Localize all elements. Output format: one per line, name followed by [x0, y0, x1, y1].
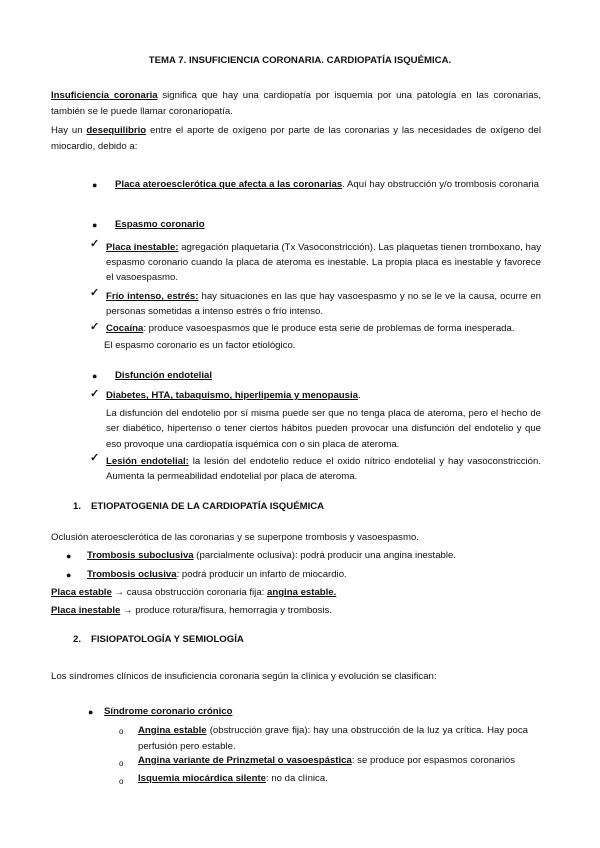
sec2-head [104, 706, 232, 718]
o3-term: Isquemia miocárdica silente [138, 773, 266, 784]
check-icon: ✓ [90, 287, 100, 299]
sec2-item-3 [138, 773, 328, 785]
disfuncion-item-1-text: La disfunción del endotelio por sí misma puede ser que no tenga placa de ateroma, pero el hecho de ser diabético, hipertenso o tener ciertos hábitos pueden provocar una disfunción del endotelio y que eso provoque una cardiopatía isquémica con o sin placa de ateroma. [106, 408, 541, 450]
circle-bullet-icon: o [119, 777, 124, 786]
item-term: Lesión endotelial: [106, 456, 189, 467]
item-term: Placa inestable: [106, 242, 179, 253]
l2-term: Placa inestable [51, 605, 121, 616]
disfuncion-head [115, 370, 212, 382]
disfuncion-head-text: Disfunción endotelial [115, 370, 213, 381]
check-icon: ✓ [90, 321, 100, 333]
espasmo-item-1 [106, 240, 541, 285]
intro-def: significa que hay una cardiopatía por isquemia por una patología en las coronarias, también se le puede llamar coronariopatía. [51, 90, 541, 117]
placa-head: Placa ateroesclerótica que afecta a las coronarias [115, 179, 343, 190]
o1-text: (obstrucción grave fija): hay una obstrucción de la luz ya crítica. Hay poca perfusión pero estable. [138, 725, 528, 752]
item-term: Cocaína [106, 323, 144, 334]
term-insuficiencia: Insuficiencia coronaria [51, 90, 158, 101]
espasmo-item-2 [106, 289, 541, 319]
sec1-line-placa-inestable [51, 605, 332, 617]
disfuncion-item-1 [106, 390, 361, 402]
item-term: Frío intenso, estrés: [106, 291, 199, 302]
placa-line [115, 179, 539, 191]
espasmo-head-text: Espasmo coronario [115, 219, 205, 230]
p2-a: Hay un [51, 125, 87, 136]
bullet-icon: ● [92, 371, 98, 381]
espasmo-note: El espasmo coronario es un factor etiológico. [104, 340, 296, 351]
bullet-icon: ● [92, 180, 98, 190]
o2-text: : se produce por espasmos coronarios [351, 755, 515, 766]
sec2-title: FISIOPATOLOGÍA Y SEMIOLOGÍA [91, 634, 244, 645]
espasmo-head [115, 219, 205, 231]
section-1-heading [73, 501, 324, 513]
disfuncion-item-2 [106, 454, 541, 484]
page-title: TEMA 7. INSUFICIENCIA CORONARIA. CARDIOPATÍA ISQUÉMICA. [148, 55, 452, 66]
intro-paragraph [51, 88, 541, 119]
b2-term: Trombosis oclusiva [87, 569, 177, 580]
sec1-bullet-1 [87, 550, 456, 562]
bullet-icon: ● [66, 570, 72, 580]
b2-text: : podrá producir un infarto de miocardio. [176, 569, 347, 580]
l2-text: → produce rotura/fisura, hemorragia y trombosis. [120, 605, 333, 616]
sec1-num: 1. [73, 501, 82, 512]
bullet-icon: ● [88, 707, 94, 717]
bullet-icon: ● [92, 220, 98, 230]
sec2-head-text: Síndrome coronario crónico [104, 706, 233, 717]
sec2-item-1 [138, 723, 528, 754]
b1-text: (parcialmente oclusiva): podrá producir una angina inestable. [193, 550, 457, 561]
check-icon: ✓ [90, 238, 100, 250]
l1-term: Placa estable [51, 587, 112, 598]
bullet-icon: ● [66, 551, 72, 561]
item-dot: . [358, 390, 361, 401]
item-term: Diabetes, HTA, tabaquismo, hiperlipemia y menopausia [106, 390, 358, 401]
sec2-item-2 [138, 755, 515, 767]
circle-bullet-icon: o [119, 727, 124, 736]
item-text: la lesión del endotelio reduce el oxido nítrico endotelial y hay vasoconstricción. Aumenta la permeabilidad endotelial por placa de ateroma. [106, 456, 542, 482]
sec1-intro: Oclusión ateroesclerótica de las coronarias y se superpone trombosis y vasoespasmo. [51, 532, 419, 543]
sec2-num: 2. [73, 634, 82, 645]
espasmo-item-3 [106, 323, 515, 335]
section-2-heading [73, 634, 244, 646]
placa-text: . Aquí hay obstrucción y/o trombosis coronaria [342, 179, 539, 190]
item-text: hay situaciones en las que hay vasoespasmo y no se le ve la causa, ocurre en personas sometidas a intenso estrés o frío intenso. [106, 291, 541, 317]
item-text: agregación plaquetaria (Tx Vasoconstricción). Las plaquetas tienen tromboxano, hay espasmo coronario cuando la placa de ateroma es inestable. La propia placa es inestable y favorece el vasoespasmo. [106, 242, 541, 283]
intro-paragraph-2 [51, 123, 541, 154]
check-icon: ✓ [90, 388, 100, 400]
term-desequilibrio: desequilibrio [86, 125, 147, 136]
circle-bullet-icon: o [119, 759, 124, 768]
o1-term: Angina estable [138, 725, 207, 736]
check-icon: ✓ [90, 452, 100, 464]
item-text: : produce vasoespasmos que le produce esta serie de problemas de forma inesperada. [143, 323, 515, 334]
l1-text: → causa obstrucción coronaria fija: [111, 587, 267, 598]
o2-term: Angina variante de Prinzmetal o vasoespástica [138, 755, 352, 766]
p2-b: entre el aporte de oxígeno por parte de las coronarias y las necesidades de oxígeno del miocardio, debido a: [51, 125, 541, 152]
l1-end: angina estable. [267, 587, 337, 598]
o3-text: : no da clínica. [265, 773, 328, 784]
sec1-line-placa-estable [51, 587, 336, 599]
sec2-intro: Los síndromes clínicos de insuficiencia coronaria según la clínica y evolución se clasifican: [51, 671, 437, 682]
sec1-bullet-2 [87, 569, 347, 581]
sec1-title: ETIOPATOGENIA DE LA CARDIOPATÍA ISQUÉMICA [91, 501, 325, 512]
b1-term: Trombosis suboclusiva [87, 550, 194, 561]
